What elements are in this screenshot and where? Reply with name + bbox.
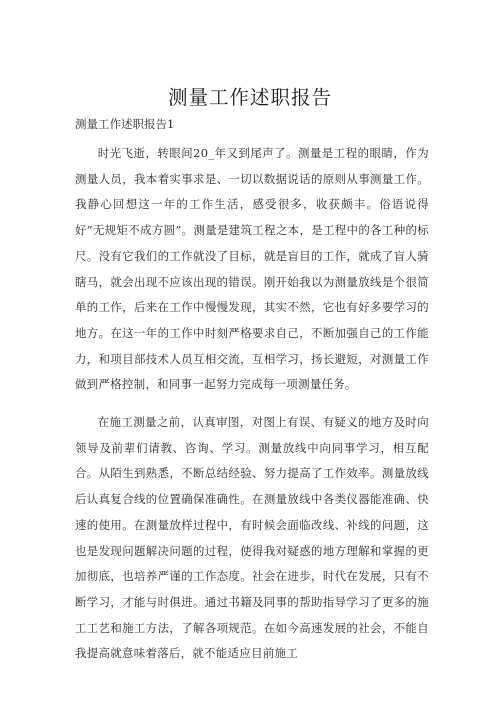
document-subtitle: 测量工作述职报告1	[75, 117, 175, 131]
document-title: 测量工作述职报告	[167, 86, 332, 109]
document-body	[75, 141, 429, 667]
body-paragraph: 在施工测量之前，认真审图，对图上有误、有疑义的地方及时向领导及前辈们请教、咨询、学习。测量放线中向同事学习，相互配合。从陌生到熟悉，不断总结经验、努力提高了工作效率。测量放线后认真复合线的位置确保准确性。在测量放线中各类仪器能准确、快速的使用。在测量放样过程中，有时候会面临改线、补线的问题，这也是发现问题解决问题的过程，使得我对疑惑的地方理解和掌握的更加彻底，也培养严谨的工作态度。社会在进步，时代在发展，只有不断学习，才能与时俱进。通过书籍及同事的帮助指导学习了更多的施工工艺和施工方法，了解各项规范。在如今高速发展的社会，不能自我提高就意味着落后，就不能适应目前施工	[75, 415, 429, 661]
body-paragraph: 时光飞逝，转眼间20_年又到尾声了。测量是工程的眼睛，作为测量人员，我本着实事求是、一切以数据说话的原则从事测量工作。我静心回想这一年的工作生活，感受很多，收获颇丰。俗语说得好”无规矩不成方圆”。测量是建筑工程之本，是工程中的各工种的标尺。没有它我们的工作就没了目标，就是盲目的工作，就成了盲人骑瞎马，就会出现不应该出现的错误。刚开始我以为测量放线是个很简单的工作，后来在工作中慢慢发现，其实不然，它也有好多要学习的地方。在这一年的工作中时刻严格要求自己，不断加强自己的工作能力，和项目部技术人员互相交流，互相学习，扬长避短，对测量工作做到严格控制，和同事一起努力完成每一项测量任务。	[75, 146, 429, 392]
